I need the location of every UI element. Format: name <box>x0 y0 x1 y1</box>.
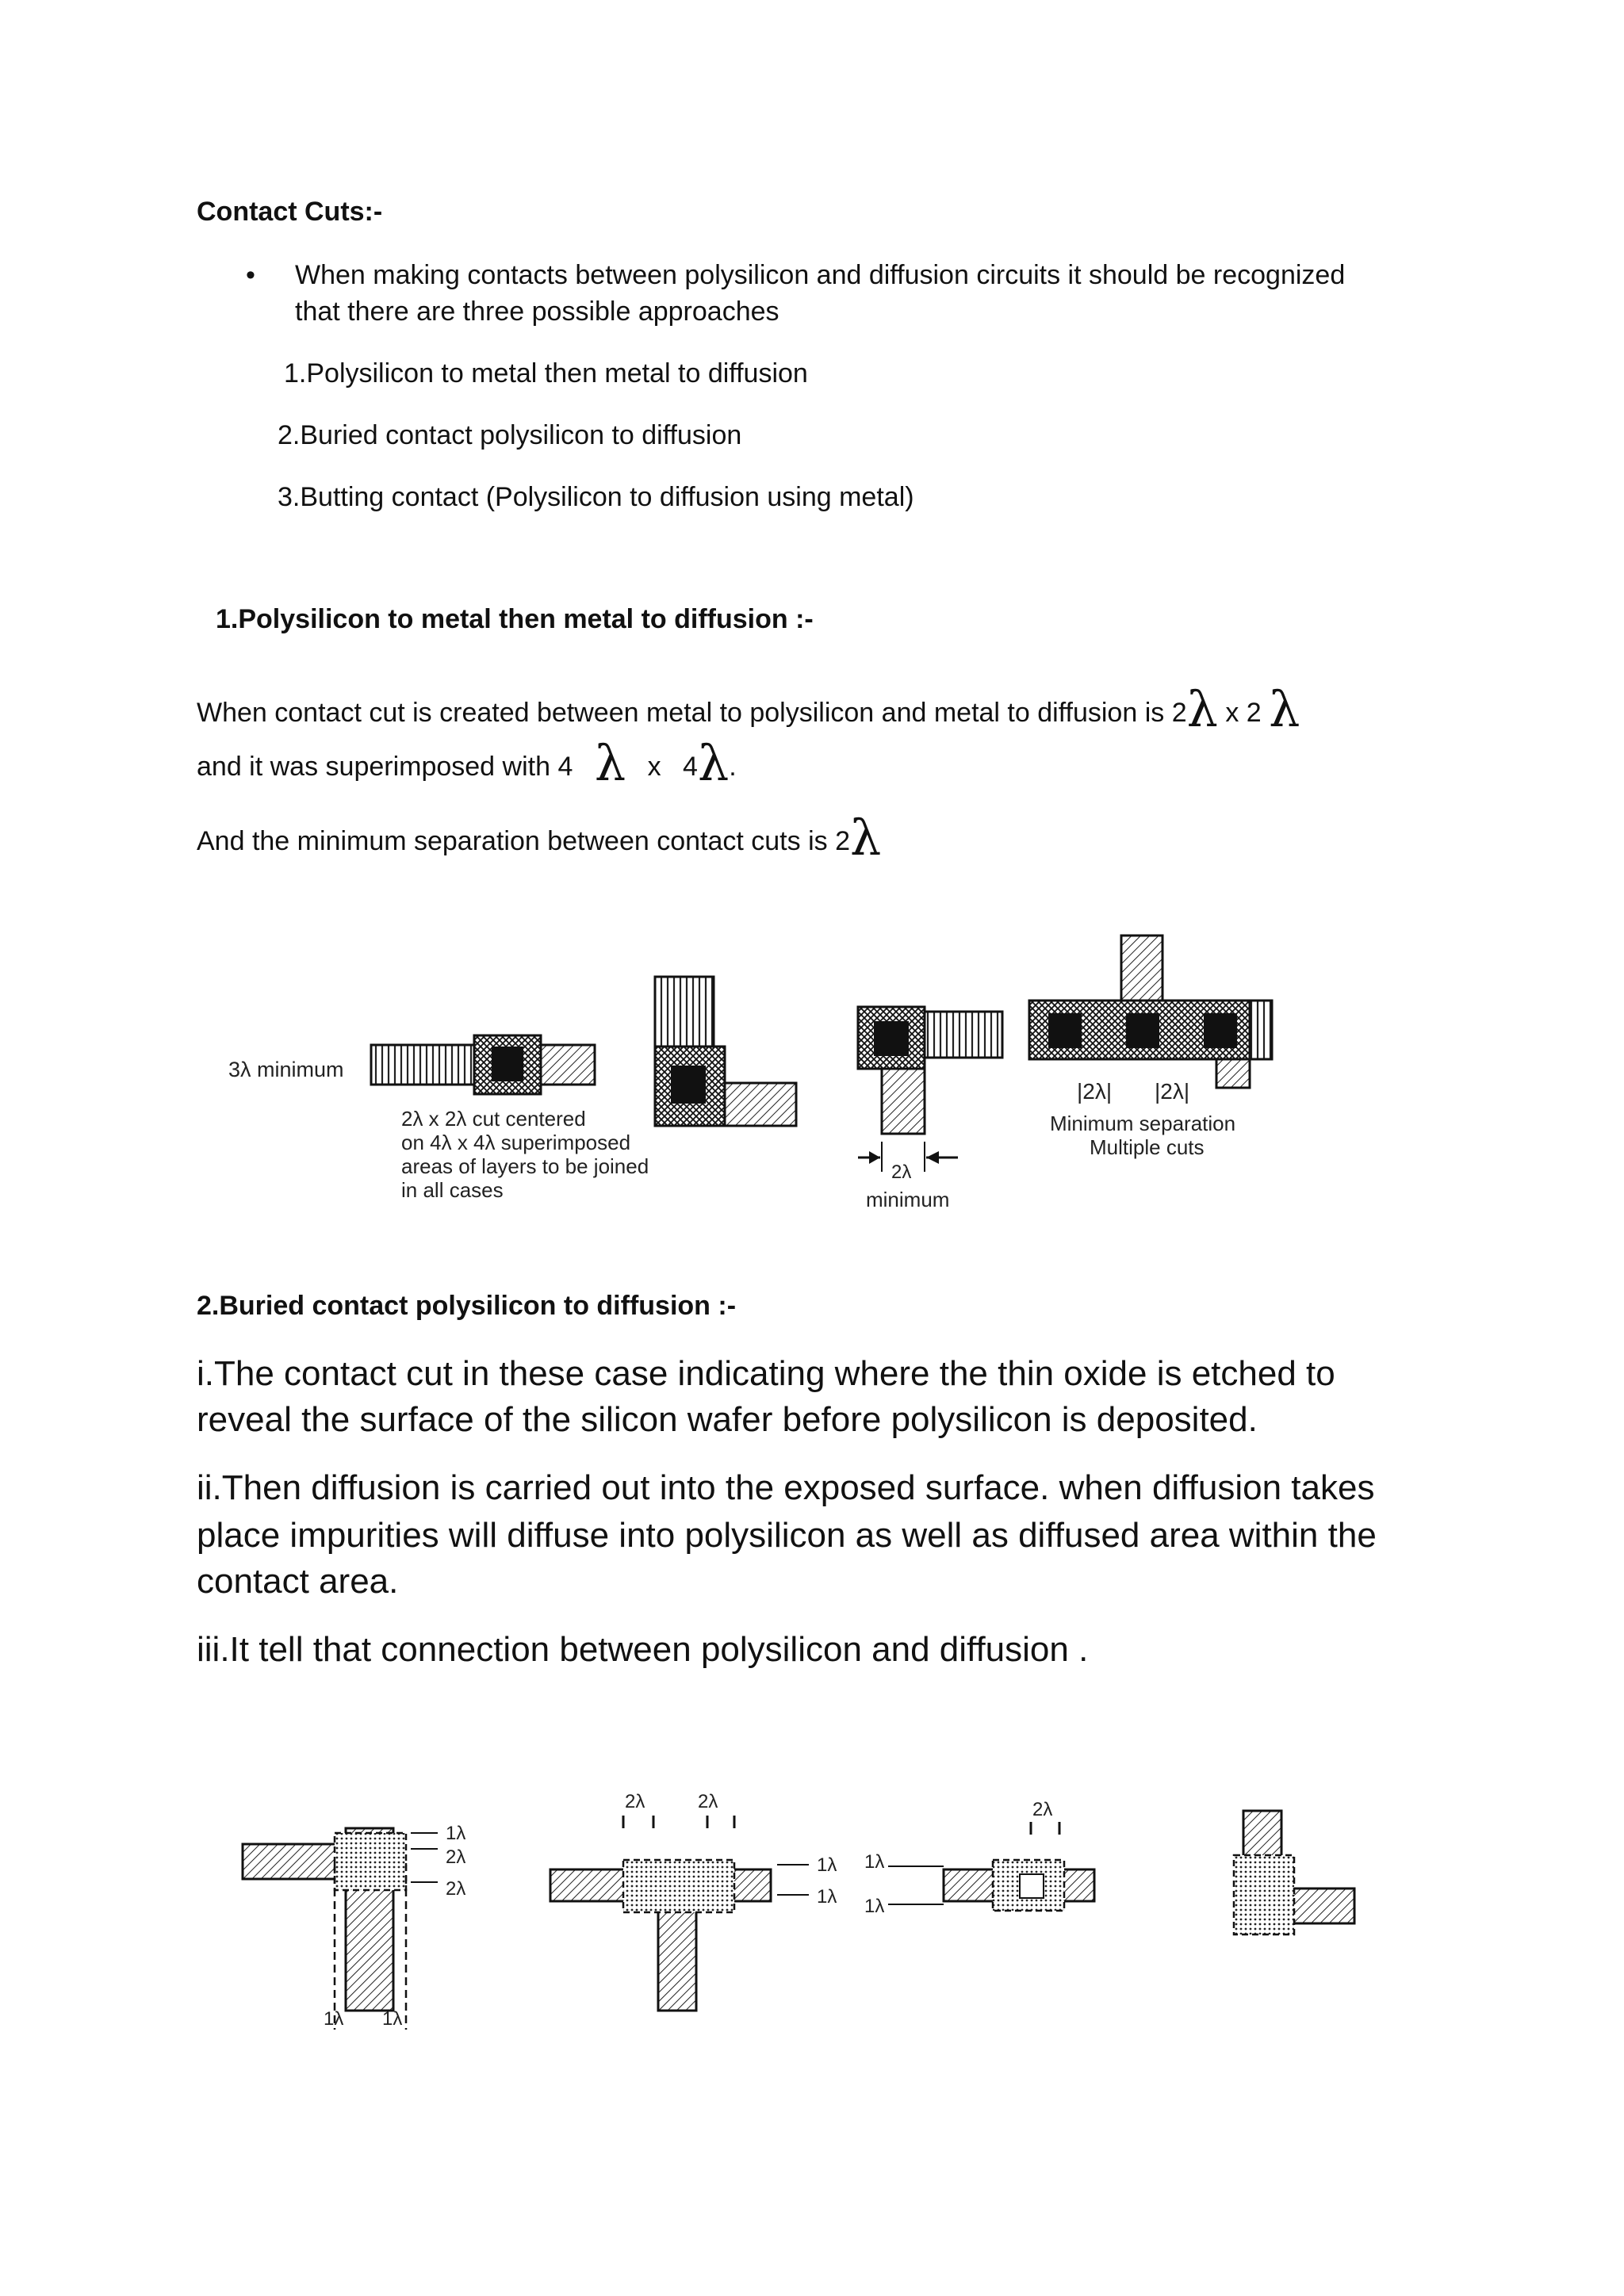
caption-line-2: on 4λ x 4λ superimposed <box>401 1131 631 1154</box>
line-1-text-a: When contact cut is created between metal to polysilicon and metal to diffusion is 2 <box>197 698 1187 728</box>
lambda-symbol: λ <box>850 809 882 867</box>
lambda-symbol: λ <box>1269 680 1300 738</box>
buried-contact-b <box>550 1791 837 2011</box>
section-1-line-3 <box>197 809 881 867</box>
bullet-line-1: When making contacts between polysilicon and diffusion circuits it should be recognized <box>295 260 1346 290</box>
label-2l: 2λ <box>698 1791 718 1812</box>
line-2-text-b: x <box>647 752 661 782</box>
para-2-line-3: contact area. <box>197 1562 399 1601</box>
caption-line-4: in all cases <box>401 1178 504 1202</box>
label-minimum: minimum <box>866 1188 950 1211</box>
caption-line-3: areas of layers to be joined <box>401 1154 649 1178</box>
para-1-line-1: i.The contact cut in these case indicating where the thin oxide is etched to <box>197 1354 1335 1393</box>
para-1-line-2: reveal the surface of the silicon wafer before polysilicon is deposited. <box>197 1400 1258 1439</box>
label-1l: 1λ <box>864 1851 885 1873</box>
caption-line-1: 2λ x 2λ cut centered <box>401 1107 586 1131</box>
approach-3: 3.Butting contact (Polysilicon to diffusion using metal) <box>278 482 914 512</box>
line-3-text: And the minimum separation between contact cuts is 2 <box>197 826 850 856</box>
label-1l: 1λ <box>817 1854 837 1876</box>
label-2l: 2λ <box>625 1791 645 1812</box>
bullet-line-2: that there are three possible approaches <box>295 297 779 327</box>
section-1-line-1 <box>197 680 1300 738</box>
label-2l-dimension: 2λ <box>891 1161 912 1183</box>
buried-contact-figure <box>230 1784 1388 2038</box>
para-2-line-1: ii.Then diffusion is carried out into the exposed surface. when diffusion takes <box>197 1468 1375 1507</box>
label-sep-2l-a: |2λ| <box>1077 1079 1113 1104</box>
approach-2: 2.Buried contact polysilicon to diffusion <box>278 420 742 450</box>
approach-1: 1.Polysilicon to metal then metal to diffusion <box>284 358 808 388</box>
para-2-line-2: place impurities will diffuse into polysilicon as well as diffused area within the <box>197 1516 1377 1555</box>
section-1-title: 1.Polysilicon to metal then metal to diffusion :- <box>216 604 814 634</box>
contact-poly-metal <box>371 1035 595 1094</box>
line-1-text-b: x 2 <box>1225 698 1262 728</box>
lambda-symbol: λ <box>594 734 626 792</box>
bullet-marker: • <box>246 260 255 290</box>
label-2l: 2λ <box>446 1846 466 1868</box>
line-2-text-a: and it was superimposed with 4 <box>197 752 573 782</box>
para-3: iii.It tell that connection between polysilicon and diffusion . <box>197 1630 1089 1669</box>
label-multiple-cuts: Multiple cuts <box>1090 1135 1205 1159</box>
buried-contact-c <box>864 1799 1094 1917</box>
section-1-line-2 <box>197 734 737 792</box>
contact-tee <box>858 1007 1002 1172</box>
label-2l: 2λ <box>1032 1799 1053 1820</box>
label-1l: 1λ <box>817 1886 837 1908</box>
contact-multiple-cuts <box>1029 936 1272 1088</box>
label-1l: 1λ <box>324 2008 344 2030</box>
buried-contact-d <box>1234 1811 1354 1934</box>
buried-contact-a <box>243 1823 465 2030</box>
label-1l: 1λ <box>446 1823 466 1844</box>
line-2-text-c: 4 <box>683 752 698 782</box>
label-2l: 2λ <box>446 1878 466 1900</box>
label-1l: 1λ <box>382 2008 403 2030</box>
contact-cut-figure <box>214 920 1324 1229</box>
label-1l: 1λ <box>864 1896 885 1917</box>
label-3l-minimum: 3λ minimum <box>228 1058 344 1081</box>
contact-corner <box>655 977 796 1126</box>
line-2-text-d: . <box>729 752 737 782</box>
lambda-symbol: λ <box>697 734 730 792</box>
section-2-title: 2.Buried contact polysilicon to diffusion :- <box>197 1291 737 1321</box>
lambda-symbol: λ <box>1186 680 1218 738</box>
label-min-separation: Minimum separation <box>1050 1112 1236 1135</box>
label-sep-2l-b: |2λ| <box>1155 1079 1190 1104</box>
page-title: Contact Cuts:- <box>197 197 383 227</box>
